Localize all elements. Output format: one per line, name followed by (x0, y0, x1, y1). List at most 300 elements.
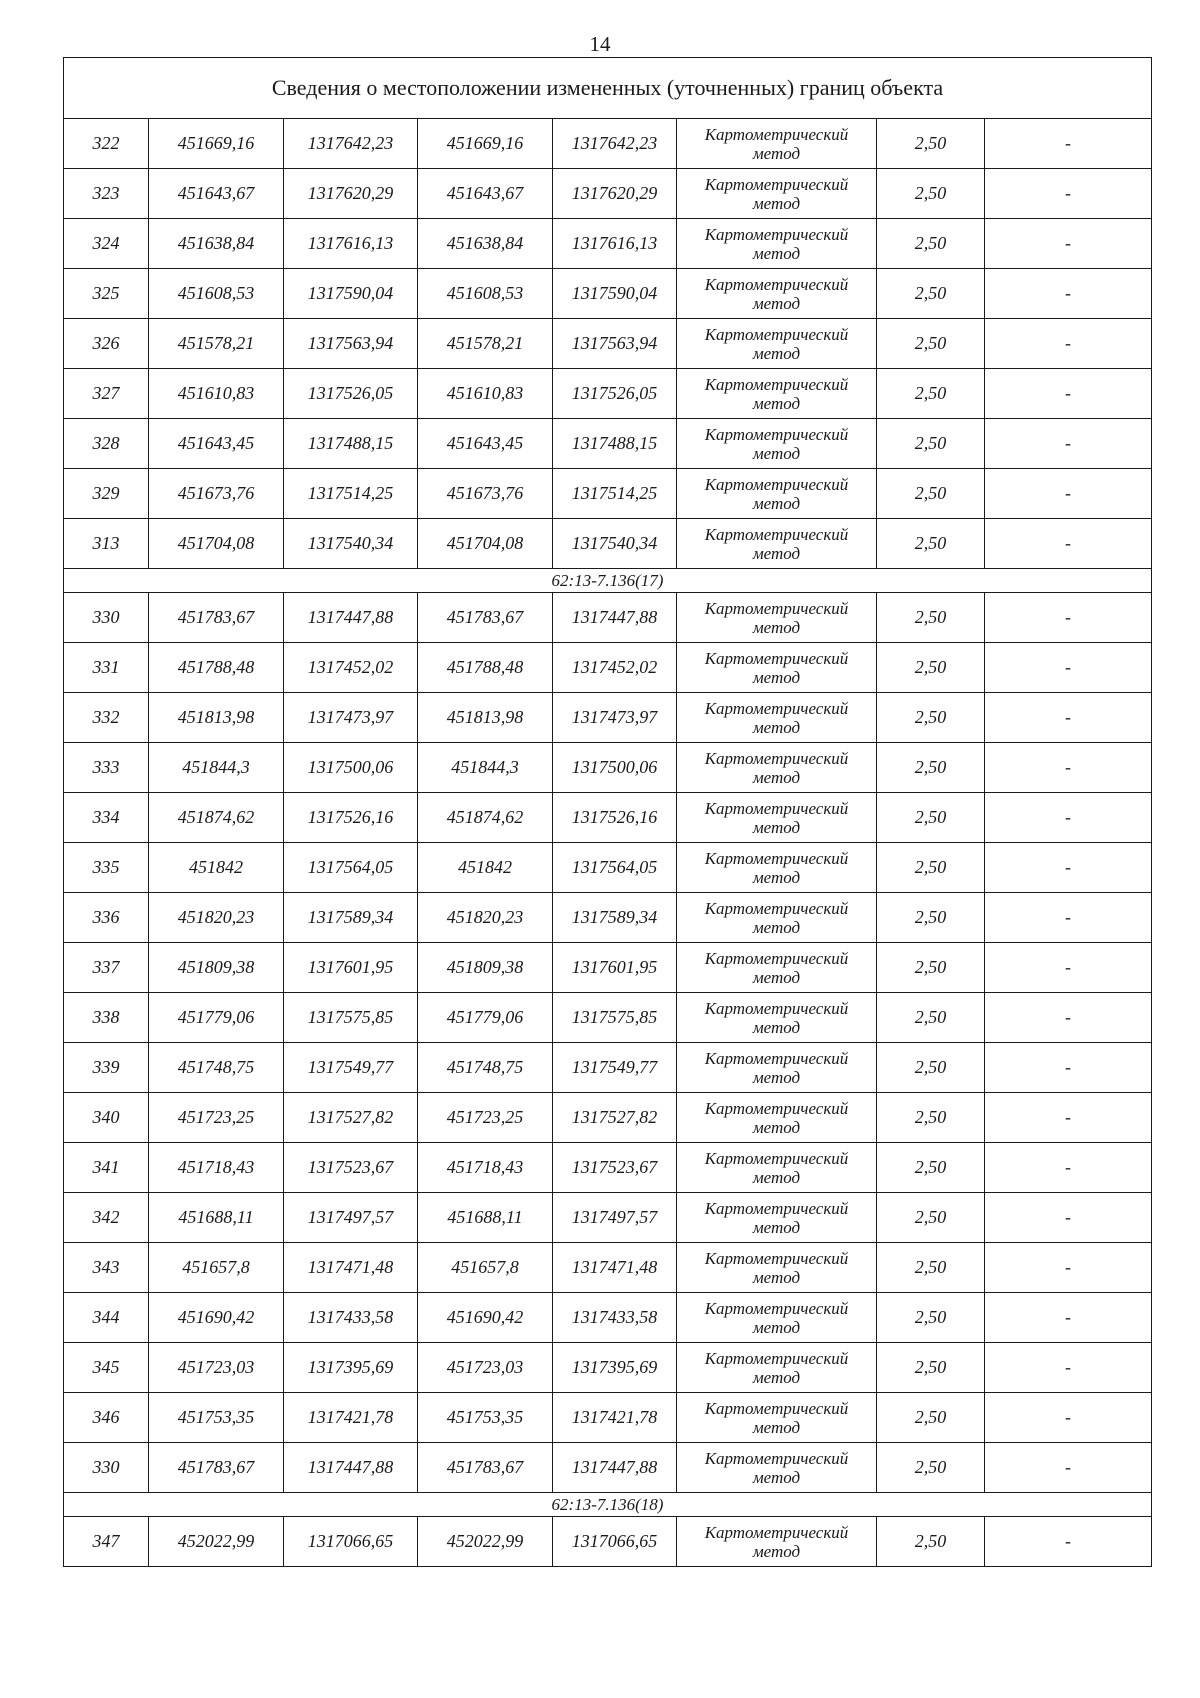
method-line-1: Картометрический (704, 1448, 849, 1468)
boundary-coordinates-table (63, 57, 1152, 1567)
table-title-row (64, 58, 1152, 119)
method-cell (677, 269, 877, 319)
method-cell (677, 1443, 877, 1493)
method-line-1: Картометрический (704, 474, 849, 494)
y-refined-cell: 1317497,57 (553, 1193, 677, 1243)
method-line-2: метод (752, 143, 801, 163)
y-refined-cell: 1317473,97 (553, 693, 677, 743)
method-line-2: метод (752, 393, 801, 413)
x-existing-cell: 451688,11 (149, 1193, 284, 1243)
y-existing-cell: 1317563,94 (284, 319, 418, 369)
point-number-cell: 337 (64, 943, 149, 993)
x-refined-cell: 451638,84 (418, 219, 553, 269)
y-existing-cell: 1317523,67 (284, 1143, 418, 1193)
x-refined-cell: 451723,25 (418, 1093, 553, 1143)
table-row (64, 993, 1152, 1043)
y-refined-cell: 1317601,95 (553, 943, 677, 993)
page-number: 14 (589, 32, 611, 56)
y-existing-cell: 1317473,97 (284, 693, 418, 743)
x-existing-cell: 451673,76 (149, 469, 284, 519)
x-existing-cell: 451608,53 (149, 269, 284, 319)
y-refined-cell: 1317488,15 (553, 419, 677, 469)
x-existing-cell: 451610,83 (149, 369, 284, 419)
x-refined-cell: 452022,99 (418, 1517, 553, 1567)
parcel-section-row (64, 569, 1152, 593)
x-existing-cell: 451842 (149, 843, 284, 893)
method-line-1: Картометрический (704, 424, 849, 444)
accuracy-cell: 2,50 (877, 119, 985, 169)
note-cell: - (985, 593, 1152, 643)
accuracy-cell: 2,50 (877, 593, 985, 643)
table-row (64, 1043, 1152, 1093)
point-number-cell: 324 (64, 219, 149, 269)
note-cell: - (985, 793, 1152, 843)
note-cell: - (985, 1443, 1152, 1493)
x-existing-cell: 451704,08 (149, 519, 284, 569)
y-refined-cell: 1317540,34 (553, 519, 677, 569)
table-row (64, 419, 1152, 469)
accuracy-cell: 2,50 (877, 1143, 985, 1193)
point-number-cell: 347 (64, 1517, 149, 1567)
method-line-2: метод (752, 667, 801, 687)
table-row (64, 743, 1152, 793)
x-refined-cell: 451690,42 (418, 1293, 553, 1343)
y-existing-cell: 1317497,57 (284, 1193, 418, 1243)
method-line-1: Картометрический (704, 174, 849, 194)
x-existing-cell: 451723,03 (149, 1343, 284, 1393)
y-refined-cell: 1317471,48 (553, 1243, 677, 1293)
y-existing-cell: 1317395,69 (284, 1343, 418, 1393)
method-line-2: метод (752, 343, 801, 363)
method-cell (677, 419, 877, 469)
method-line-1: Картометрический (704, 848, 849, 868)
point-number-cell: 334 (64, 793, 149, 843)
y-existing-cell: 1317526,05 (284, 369, 418, 419)
note-cell: - (985, 1143, 1152, 1193)
accuracy-cell: 2,50 (877, 1393, 985, 1443)
x-existing-cell: 451783,67 (149, 1443, 284, 1493)
method-line-1: Картометрический (704, 1398, 849, 1418)
point-number-cell: 333 (64, 743, 149, 793)
y-existing-cell: 1317575,85 (284, 993, 418, 1043)
method-line-1: Картометрический (704, 524, 849, 544)
x-existing-cell: 451718,43 (149, 1143, 284, 1193)
method-cell (677, 593, 877, 643)
table-row (64, 1093, 1152, 1143)
method-line-1: Картометрический (704, 224, 849, 244)
table-row (64, 1293, 1152, 1343)
accuracy-cell: 2,50 (877, 943, 985, 993)
table-row (64, 369, 1152, 419)
method-cell (677, 743, 877, 793)
x-refined-cell: 451844,3 (418, 743, 553, 793)
y-refined-cell: 1317523,67 (553, 1143, 677, 1193)
method-line-2: метод (752, 1467, 801, 1487)
method-cell (677, 1293, 877, 1343)
y-existing-cell: 1317433,58 (284, 1293, 418, 1343)
method-cell (677, 993, 877, 1043)
method-line-2: метод (752, 1117, 801, 1137)
x-existing-cell: 451669,16 (149, 119, 284, 169)
x-existing-cell: 451874,62 (149, 793, 284, 843)
method-cell (677, 519, 877, 569)
note-cell: - (985, 1193, 1152, 1243)
method-line-1: Картометрический (704, 598, 849, 618)
method-cell (677, 1043, 877, 1093)
x-refined-cell: 451788,48 (418, 643, 553, 693)
y-existing-cell: 1317564,05 (284, 843, 418, 893)
point-number-cell: 323 (64, 169, 149, 219)
method-cell (677, 319, 877, 369)
note-cell: - (985, 1393, 1152, 1443)
note-cell: - (985, 519, 1152, 569)
y-refined-cell: 1317575,85 (553, 993, 677, 1043)
y-refined-cell: 1317421,78 (553, 1393, 677, 1443)
method-line-1: Картометрический (704, 648, 849, 668)
point-number-cell: 346 (64, 1393, 149, 1443)
table-row (64, 1193, 1152, 1243)
y-existing-cell: 1317500,06 (284, 743, 418, 793)
y-existing-cell: 1317601,95 (284, 943, 418, 993)
table-row (64, 519, 1152, 569)
note-cell: - (985, 1343, 1152, 1393)
point-number-cell: 344 (64, 1293, 149, 1343)
point-number-cell: 343 (64, 1243, 149, 1293)
accuracy-cell: 2,50 (877, 1093, 985, 1143)
point-number-cell: 345 (64, 1343, 149, 1393)
accuracy-cell: 2,50 (877, 843, 985, 893)
method-line-1: Картометрический (704, 1248, 849, 1268)
y-refined-cell: 1317452,02 (553, 643, 677, 693)
point-number-cell: 326 (64, 319, 149, 369)
method-line-2: метод (752, 1017, 801, 1037)
point-number-cell: 325 (64, 269, 149, 319)
x-existing-cell: 451820,23 (149, 893, 284, 943)
method-line-1: Картометрический (704, 698, 849, 718)
method-line-1: Картометрический (704, 898, 849, 918)
table-body (64, 58, 1152, 1567)
accuracy-cell: 2,50 (877, 269, 985, 319)
y-existing-cell: 1317527,82 (284, 1093, 418, 1143)
x-refined-cell: 451578,21 (418, 319, 553, 369)
x-refined-cell: 451608,53 (418, 269, 553, 319)
method-cell (677, 643, 877, 693)
method-cell (677, 1143, 877, 1193)
method-cell (677, 893, 877, 943)
x-refined-cell: 451748,75 (418, 1043, 553, 1093)
point-number-cell: 331 (64, 643, 149, 693)
y-refined-cell: 1317526,05 (553, 369, 677, 419)
table-row (64, 1143, 1152, 1193)
y-refined-cell: 1317642,23 (553, 119, 677, 169)
note-cell: - (985, 1093, 1152, 1143)
x-existing-cell: 451723,25 (149, 1093, 284, 1143)
point-number-cell: 342 (64, 1193, 149, 1243)
method-cell (677, 219, 877, 269)
method-cell (677, 793, 877, 843)
note-cell: - (985, 119, 1152, 169)
method-cell (677, 119, 877, 169)
y-refined-cell: 1317527,82 (553, 1093, 677, 1143)
y-existing-cell: 1317526,16 (284, 793, 418, 843)
y-existing-cell: 1317589,34 (284, 893, 418, 943)
parcel-section-label: 62:13-7.136(17) (64, 569, 1152, 593)
method-line-1: Картометрический (704, 748, 849, 768)
method-cell (677, 1243, 877, 1293)
accuracy-cell: 2,50 (877, 1193, 985, 1243)
y-existing-cell: 1317590,04 (284, 269, 418, 319)
method-line-1: Картометрический (704, 1298, 849, 1318)
accuracy-cell: 2,50 (877, 219, 985, 269)
method-cell (677, 1393, 877, 1443)
table-row (64, 219, 1152, 269)
x-refined-cell: 451753,35 (418, 1393, 553, 1443)
y-refined-cell: 1317549,77 (553, 1043, 677, 1093)
method-line-1: Картометрический (704, 1198, 849, 1218)
y-refined-cell: 1317590,04 (553, 269, 677, 319)
table-title: Сведения о местоположении измененных (уточненных) границ объекта (64, 58, 1152, 119)
y-existing-cell: 1317642,23 (284, 119, 418, 169)
x-refined-cell: 451610,83 (418, 369, 553, 419)
note-cell: - (985, 1517, 1152, 1567)
note-cell: - (985, 743, 1152, 793)
y-refined-cell: 1317500,06 (553, 743, 677, 793)
x-existing-cell: 451578,21 (149, 319, 284, 369)
y-existing-cell: 1317549,77 (284, 1043, 418, 1093)
x-existing-cell: 451783,67 (149, 593, 284, 643)
note-cell: - (985, 993, 1152, 1043)
y-refined-cell: 1317066,65 (553, 1517, 677, 1567)
note-cell: - (985, 843, 1152, 893)
table-row (64, 169, 1152, 219)
x-refined-cell: 451643,67 (418, 169, 553, 219)
table-row (64, 1243, 1152, 1293)
method-line-1: Картометрический (704, 274, 849, 294)
y-existing-cell: 1317488,15 (284, 419, 418, 469)
method-line-2: метод (752, 1067, 801, 1087)
y-existing-cell: 1317540,34 (284, 519, 418, 569)
x-refined-cell: 451643,45 (418, 419, 553, 469)
point-number-cell: 336 (64, 893, 149, 943)
note-cell: - (985, 1243, 1152, 1293)
table-row (64, 1443, 1152, 1493)
method-cell (677, 369, 877, 419)
method-line-1: Картометрический (704, 1348, 849, 1368)
table-row (64, 1393, 1152, 1443)
method-line-2: метод (752, 543, 801, 563)
note-cell: - (985, 643, 1152, 693)
note-cell: - (985, 169, 1152, 219)
method-line-2: метод (752, 1217, 801, 1237)
method-cell (677, 943, 877, 993)
x-existing-cell: 451690,42 (149, 1293, 284, 1343)
method-cell (677, 1093, 877, 1143)
point-number-cell: 322 (64, 119, 149, 169)
method-line-1: Картометрический (704, 1098, 849, 1118)
table-row (64, 943, 1152, 993)
y-refined-cell: 1317589,34 (553, 893, 677, 943)
method-line-1: Картометрический (704, 374, 849, 394)
method-cell (677, 169, 877, 219)
accuracy-cell: 2,50 (877, 469, 985, 519)
method-line-1: Картометрический (704, 124, 849, 144)
x-existing-cell: 451788,48 (149, 643, 284, 693)
method-line-2: метод (752, 917, 801, 937)
parcel-section-label: 62:13-7.136(18) (64, 1493, 1152, 1517)
parcel-section-row (64, 1493, 1152, 1517)
x-existing-cell: 451748,75 (149, 1043, 284, 1093)
y-existing-cell: 1317452,02 (284, 643, 418, 693)
method-cell (677, 843, 877, 893)
y-existing-cell: 1317447,88 (284, 1443, 418, 1493)
method-line-2: метод (752, 817, 801, 837)
x-existing-cell: 451809,38 (149, 943, 284, 993)
y-refined-cell: 1317514,25 (553, 469, 677, 519)
accuracy-cell: 2,50 (877, 643, 985, 693)
note-cell: - (985, 469, 1152, 519)
table-row (64, 693, 1152, 743)
x-existing-cell: 451643,45 (149, 419, 284, 469)
point-number-cell: 339 (64, 1043, 149, 1093)
accuracy-cell: 2,50 (877, 419, 985, 469)
accuracy-cell: 2,50 (877, 1517, 985, 1567)
method-line-2: метод (752, 243, 801, 263)
y-refined-cell: 1317526,16 (553, 793, 677, 843)
accuracy-cell: 2,50 (877, 369, 985, 419)
point-number-cell: 330 (64, 1443, 149, 1493)
accuracy-cell: 2,50 (877, 1443, 985, 1493)
point-number-cell: 335 (64, 843, 149, 893)
x-refined-cell: 451783,67 (418, 1443, 553, 1493)
point-number-cell: 313 (64, 519, 149, 569)
table-row (64, 469, 1152, 519)
table-row (64, 593, 1152, 643)
y-existing-cell: 1317421,78 (284, 1393, 418, 1443)
point-number-cell: 340 (64, 1093, 149, 1143)
method-line-2: метод (752, 617, 801, 637)
method-line-2: метод (752, 193, 801, 213)
x-refined-cell: 451874,62 (418, 793, 553, 843)
note-cell: - (985, 1293, 1152, 1343)
y-existing-cell: 1317514,25 (284, 469, 418, 519)
point-number-cell: 338 (64, 993, 149, 1043)
accuracy-cell: 2,50 (877, 693, 985, 743)
accuracy-cell: 2,50 (877, 993, 985, 1043)
method-line-2: метод (752, 967, 801, 987)
x-existing-cell: 452022,99 (149, 1517, 284, 1567)
method-line-2: метод (752, 867, 801, 887)
point-number-cell: 328 (64, 419, 149, 469)
y-existing-cell: 1317066,65 (284, 1517, 418, 1567)
method-line-2: метод (752, 493, 801, 513)
x-refined-cell: 451842 (418, 843, 553, 893)
table-row (64, 843, 1152, 893)
table-row (64, 319, 1152, 369)
method-line-1: Картометрический (704, 1522, 849, 1542)
note-cell: - (985, 369, 1152, 419)
x-refined-cell: 451673,76 (418, 469, 553, 519)
method-line-2: метод (752, 717, 801, 737)
y-refined-cell: 1317447,88 (553, 1443, 677, 1493)
method-line-1: Картометрический (704, 1148, 849, 1168)
method-line-1: Картометрический (704, 948, 849, 968)
method-cell (677, 1343, 877, 1393)
method-line-1: Картометрический (704, 1048, 849, 1068)
method-line-1: Картометрический (704, 798, 849, 818)
point-number-cell: 330 (64, 593, 149, 643)
y-existing-cell: 1317620,29 (284, 169, 418, 219)
y-refined-cell: 1317564,05 (553, 843, 677, 893)
accuracy-cell: 2,50 (877, 519, 985, 569)
accuracy-cell: 2,50 (877, 1293, 985, 1343)
method-line-2: метод (752, 1317, 801, 1337)
x-existing-cell: 451638,84 (149, 219, 284, 269)
accuracy-cell: 2,50 (877, 1243, 985, 1293)
method-line-2: метод (752, 1417, 801, 1437)
method-cell (677, 469, 877, 519)
method-cell (677, 693, 877, 743)
note-cell: - (985, 1043, 1152, 1093)
x-refined-cell: 451809,38 (418, 943, 553, 993)
method-cell (677, 1193, 877, 1243)
y-refined-cell: 1317447,88 (553, 593, 677, 643)
method-line-2: метод (752, 1267, 801, 1287)
accuracy-cell: 2,50 (877, 1343, 985, 1393)
note-cell: - (985, 693, 1152, 743)
x-refined-cell: 451820,23 (418, 893, 553, 943)
x-refined-cell: 451783,67 (418, 593, 553, 643)
x-refined-cell: 451704,08 (418, 519, 553, 569)
x-refined-cell: 451669,16 (418, 119, 553, 169)
method-line-2: метод (752, 767, 801, 787)
note-cell: - (985, 269, 1152, 319)
x-existing-cell: 451813,98 (149, 693, 284, 743)
y-refined-cell: 1317616,13 (553, 219, 677, 269)
note-cell: - (985, 893, 1152, 943)
x-existing-cell: 451657,8 (149, 1243, 284, 1293)
y-refined-cell: 1317433,58 (553, 1293, 677, 1343)
y-existing-cell: 1317471,48 (284, 1243, 418, 1293)
table-row (64, 893, 1152, 943)
y-refined-cell: 1317395,69 (553, 1343, 677, 1393)
note-cell: - (985, 943, 1152, 993)
method-line-2: метод (752, 443, 801, 463)
method-line-2: метод (752, 1167, 801, 1187)
x-refined-cell: 451657,8 (418, 1243, 553, 1293)
x-refined-cell: 451813,98 (418, 693, 553, 743)
accuracy-cell: 2,50 (877, 1043, 985, 1093)
method-line-2: метод (752, 1541, 801, 1561)
method-line-1: Картометрический (704, 324, 849, 344)
y-existing-cell: 1317447,88 (284, 593, 418, 643)
note-cell: - (985, 419, 1152, 469)
x-existing-cell: 451643,67 (149, 169, 284, 219)
table-row (64, 793, 1152, 843)
method-line-2: метод (752, 293, 801, 313)
table-row (64, 269, 1152, 319)
table-row (64, 1517, 1152, 1567)
y-refined-cell: 1317620,29 (553, 169, 677, 219)
method-line-2: метод (752, 1367, 801, 1387)
x-existing-cell: 451779,06 (149, 993, 284, 1043)
point-number-cell: 341 (64, 1143, 149, 1193)
table-row (64, 643, 1152, 693)
method-cell (677, 1517, 877, 1567)
point-number-cell: 327 (64, 369, 149, 419)
note-cell: - (985, 219, 1152, 269)
accuracy-cell: 2,50 (877, 893, 985, 943)
y-refined-cell: 1317563,94 (553, 319, 677, 369)
